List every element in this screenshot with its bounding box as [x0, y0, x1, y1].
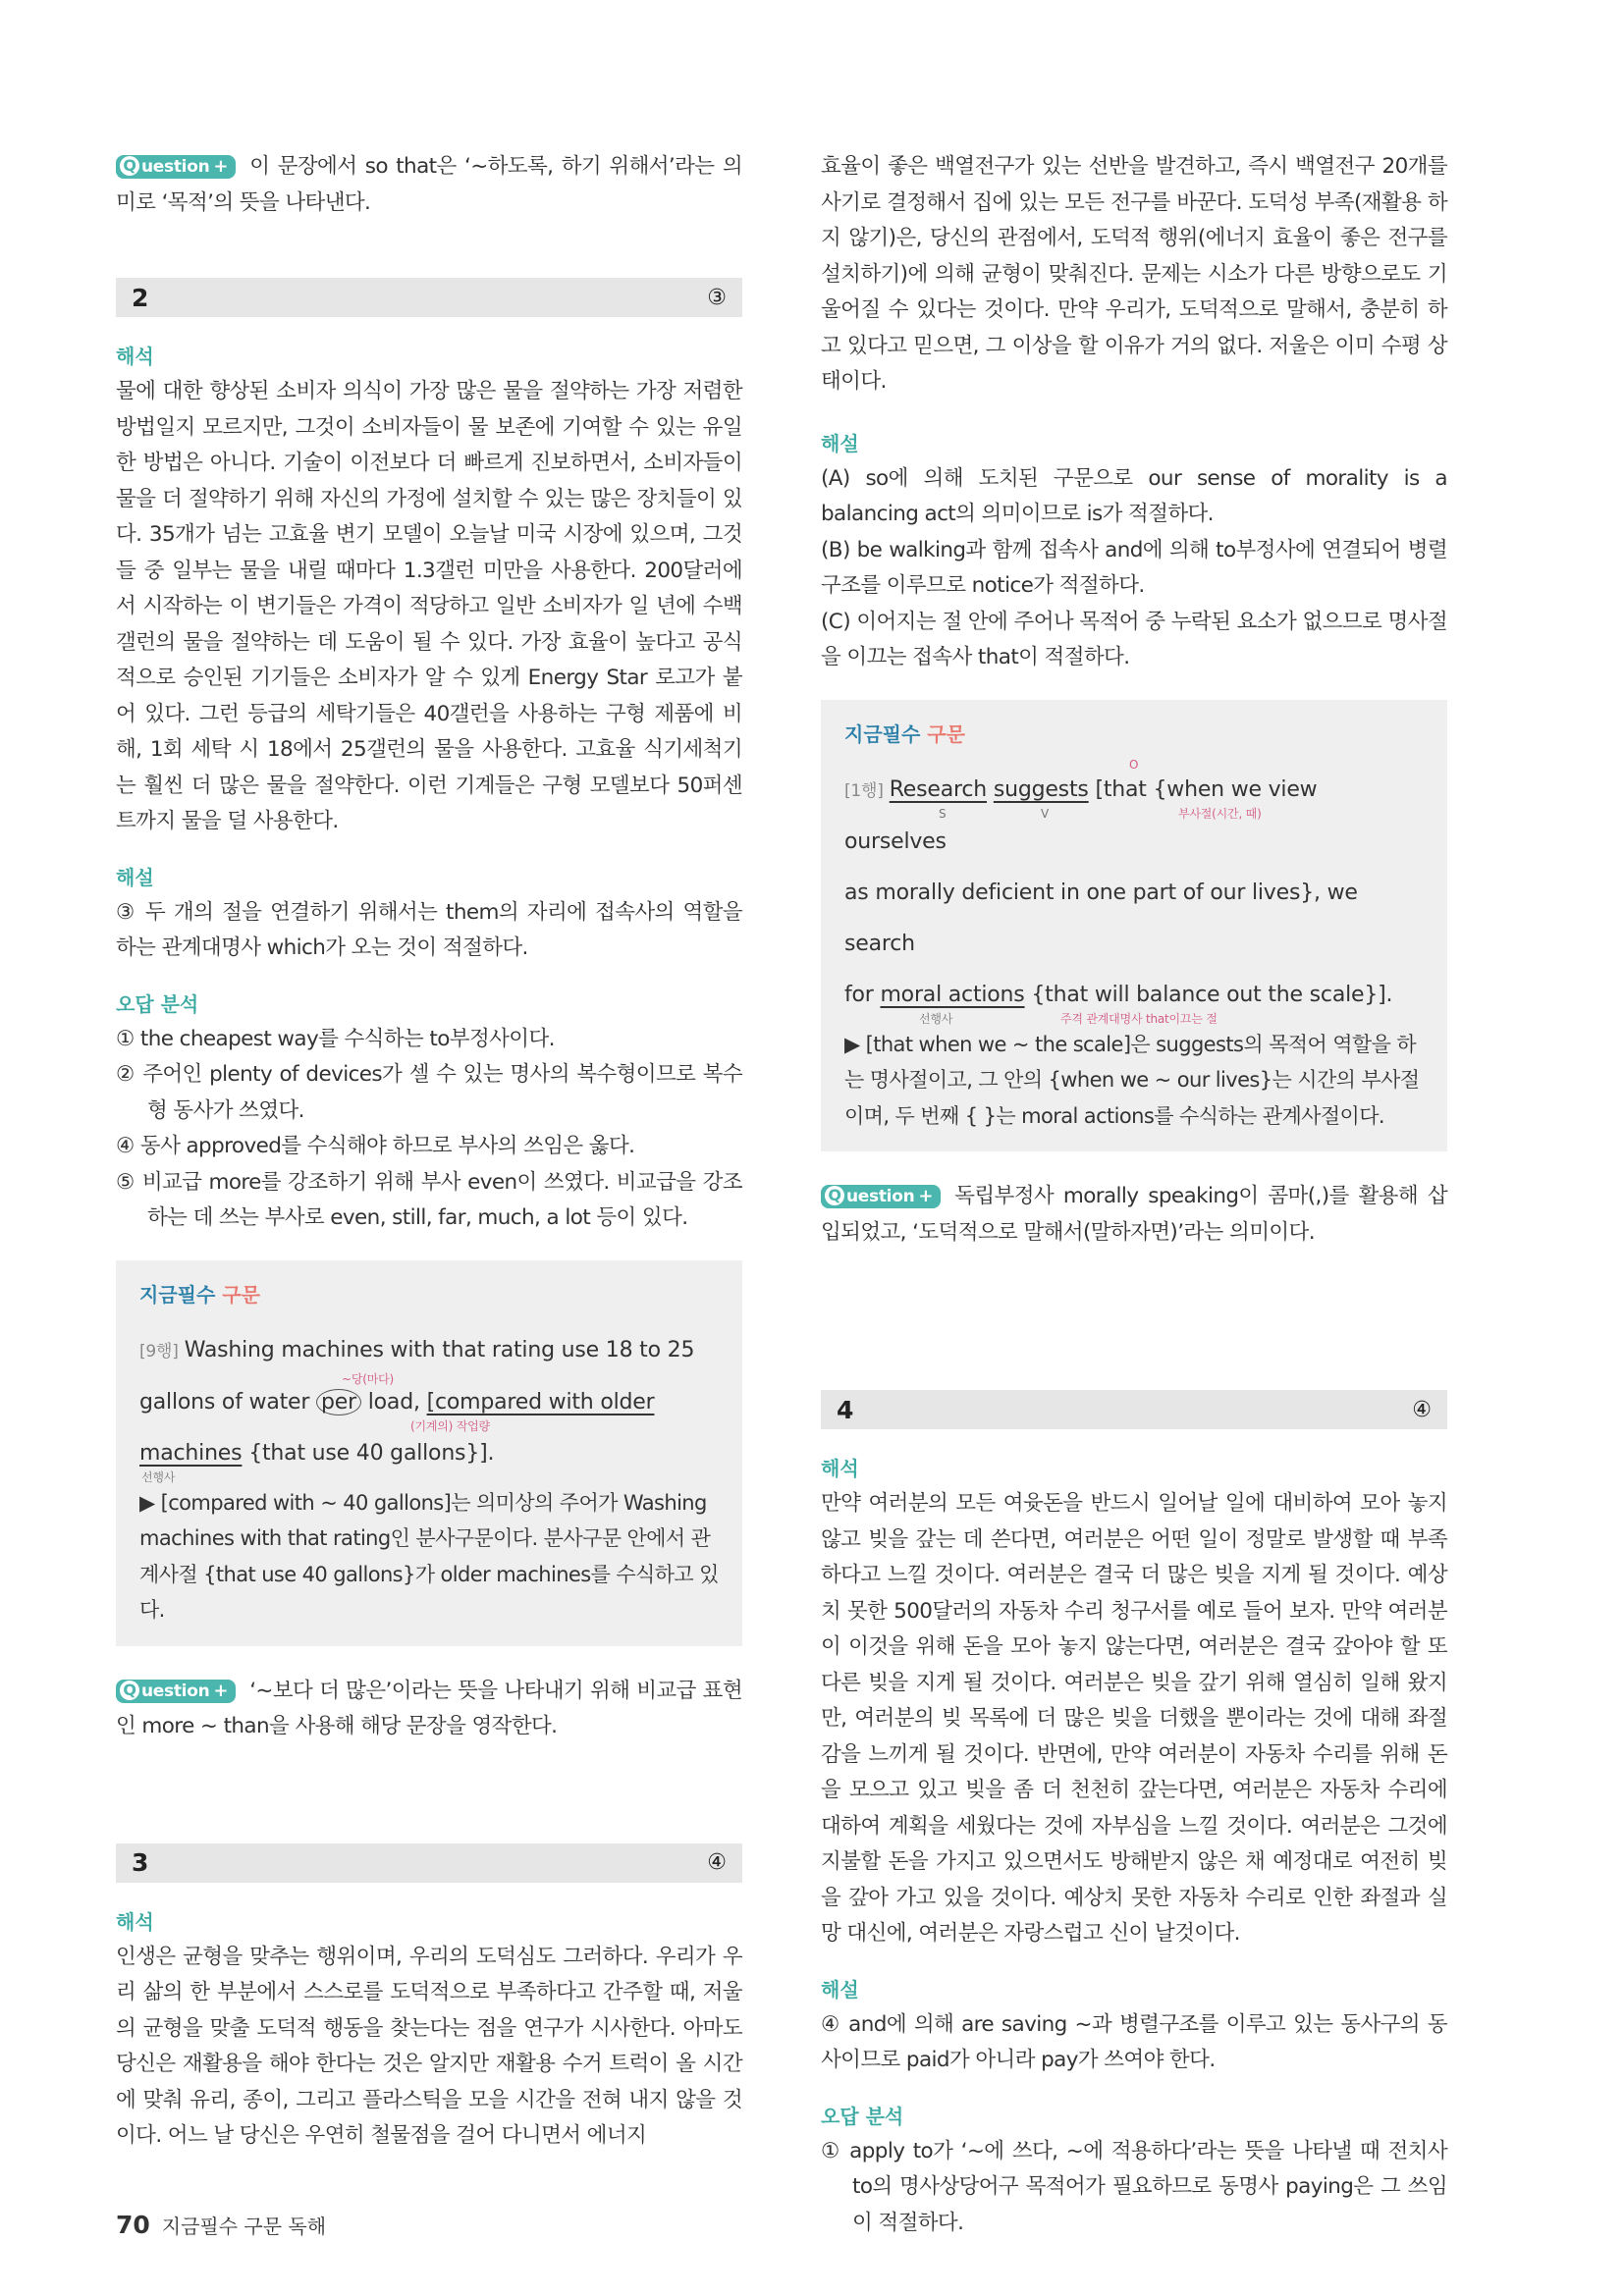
right-column: [821, 149, 1447, 2241]
plus-icon: +: [213, 1680, 229, 1701]
example-sentence-line-1: O S V 부사절(시간, 때) [1행] Research suggests [that {when we view ourselves: [844, 757, 1318, 854]
translation-text: 인생은 균형을 맞추는 행위이며, 우리의 도덕심도 그러하다. 우리가 우리 삶의 한 부분에서 스스로를 도덕적으로 부족하다고 간주할 때, 저울의 균형을 맞출 도덕적 행동을 찾는다는 점을 연구가 시사한다. 아마도 당신은 재활용을 해야 한다는 것은 알지만 재활용 수거 트럭이 올 시간에 맞춰 유리, 종이, 그리고 플라스틱을 모을 시간을 전혀 내지 않을 것이다. 어느 날 당신은 우연히 철물점을 걸어 다니면서 에너지: [116, 1944, 742, 2148]
heading-translation: 해석: [116, 345, 154, 368]
annotation-antecedent: 선행사: [141, 1469, 176, 1484]
plus-icon: +: [213, 156, 229, 177]
heading-translation: 해석: [821, 1457, 859, 1480]
wrong-item-5: ⑤ 비교급 more를 강조하기 위해 부사 even이 쓰였다. 비교급을 강조하는 데 쓰는 부사로 even, still, far, much, a lot 등이 있다.: [116, 1169, 742, 1230]
explanation-c: (C) 이어지는 절 안에 주어나 목적어 중 누락된 요소가 없으므로 명사절을 이끄는 접속사 that이 적절하다.: [821, 609, 1447, 669]
book-title: 지금필수 구문 독해: [161, 2215, 327, 2238]
annotation-per: ~당(마다): [342, 1371, 394, 1386]
question-note-2: Q uestion + ‘~보다 더 많은’이라는 뜻을 나타내기 위해 비교급 표현인 more ~ than을 사용해 해당 문장을 영작한다.: [116, 1678, 742, 1738]
heading-explanation: 해설: [116, 865, 154, 889]
wrong-item-1: ① the cheapest way를 수식하는 to부정사이다.: [116, 1026, 555, 1051]
section-header-3: 3 ④: [116, 1843, 742, 1883]
translation-text: 물에 대한 향상된 소비자 의식이 가장 많은 물을 절약하는 가장 저렴한 방법일지 모르지만, 그것이 소비자들이 물 보존에 기여할 수 있는 유일한 방법은 아니다. 기술이 이전보다 더 빠르게 진보하면서, 소비자들이 물을 더 절약하기 위해 자신의 가정에 설치할 수 있는 많은 장치들이 있다. 35개가 넘는 고효율 변기 모델이 오늘날 미국 시장에 있으며, 그것들 중 일부는 물을 내릴 때마다 1.3갤런 미만을 사용한다. 200달러에서 시작하는 이 변기들은 가격이 적당하고 일반 소비자가 일 년에 수백 갤런의 물을 절약하는 데 도움이 될 수 있다. 가장 효율이 높다고 공식적으로 승인된 기기들은 소비자가 알 수 있게 Energy Star 로고가 붙어 있다. 그런 등급의 세탁기들은 40갤런을 사용하는 구형 제품에 비해, 1회 세탁 시 18에서 25갤런의 물을 사용한다. 고효율 식기세척기는 훨씬 더 많은 물을 절약한다. 이런 기계들은 구형 모델보다 50퍼센트까지 물을 덜 사용한다.: [116, 379, 742, 833]
explanation-b: (B) be walking과 함께 접속사 and에 의해 to부정사에 연결되어 병렬구조를 이루므로 notice가 적절하다.: [821, 537, 1447, 598]
wrong-item-4: ④ 동사 approved를 수식해야 하므로 부사의 쓰임은 옳다.: [116, 1134, 635, 1158]
example-sentence-line-2: as morally deficient in one part of our lives}, we search: [844, 880, 1358, 956]
box-note: ▶ [compared with ~ 40 gallons]는 의미상의 주어가 Washing machines with that rating인 분사구문이다. 분사구문 안에서 관계사절 {that use 40 gallons}가 older machines를 수식하고 있다.: [139, 1490, 719, 1622]
question-badge: Q uestion +: [116, 1680, 236, 1703]
example-sentence-line-2: ~당(마다) (기계의) 작업량 gallons of water per load, [compared with older: [139, 1371, 655, 1433]
annotation-antecedent: 선행사: [919, 1011, 953, 1026]
question-note-1: Q uestion + 이 문장에서 so that은 ‘~하도록, 하기 위해서’라는 의미로 ‘목적’의 뜻을 나타낸다.: [116, 154, 742, 215]
explanation-a: (A) so에 의해 도치된 구문으로 our sense of morality is a balancing act의 의미이므로 is가 적절하다.: [821, 465, 1447, 526]
question-badge: Q uestion +: [821, 1185, 941, 1208]
section-header-2: 2 ③: [116, 278, 742, 317]
heading-wrong-analysis: 오답 분석: [116, 991, 199, 1016]
annotation-relative-clause: 주격 관계대명사 that이끄는 절: [1060, 1011, 1218, 1026]
section-header-4: 4 ④: [821, 1390, 1447, 1429]
page-number: 70: [116, 2211, 150, 2239]
heading-translation: 해석: [116, 1909, 154, 1934]
syntax-box-3: [821, 700, 1447, 1152]
annotation-load: (기계의) 작업량: [410, 1418, 490, 1433]
heading-explanation: 해설: [821, 431, 859, 455]
circled-word: per: [316, 1389, 361, 1415]
heading-wrong-analysis: 오답 분석: [821, 2104, 904, 2128]
question-note-3: Q uestion + 독립부정사 morally speaking이 콤마(,)를 활용해 삽입되었고, ‘도덕적으로 말해서(말하자면)’라는 의미이다.: [821, 1184, 1447, 1245]
annotation-verb: V: [1041, 806, 1050, 821]
wrong-item-2: ② 주어인 plenty of devices가 셀 수 있는 명사의 복수형이므로 복수형 동사가 쓰였다.: [116, 1062, 742, 1123]
wrong-item-1: ① apply to가 ‘~에 쓰다, ~에 적용하다’라는 뜻을 나타낼 때 전치사 to의 명사상당어구 목적어가 필요하므로 동명사 paying은 그 쓰임이 적절하다.: [821, 2138, 1447, 2235]
example-sentence-line-3: 선행사 machines {that use 40 gallons}].: [139, 1440, 495, 1484]
translation-text: 만약 여러분의 모든 여윳돈을 반드시 일어날 일에 대비하여 모아 놓지 않고 빚을 갚는 데 쓴다면, 여러분은 어떤 일이 정말로 발생할 때 부족하다고 느낄 것이다. 여러분은 결국 더 많은 빚을 지게 될 것이다. 예상치 못한 500달러의 자동차 수리 청구서를 예로 들어 보자. 만약 여러분이 이것을 위해 돈을 모아 놓지 않는다면, 여러분은 결국 갚아야 할 또 다른 빚을 지게 될 것이다. 여러분은 빚을 갚기 위해 열심히 일해 왔지만, 여러분의 빚 목록에 더 많은 빚을 더했을 뿐이라는 것에 대해 좌절감을 느끼게 될 것이다. 반면에, 만약 여러분이 자동차 수리를 위해 돈을 모으고 있고 빚을 좀 더 천천히 갚는다면, 여러분은 자동차 수리에 대하여 계획을 세웠다는 것에 자부심을 느낄 것이다. 여러분은 그것에 지불할 돈을 가지고 있으면서도 방해받지 않은 채 예정대로 여전히 빚을 갚아 가고 있을 것이다. 예상치 못한 자동차 수리로 인한 좌절과 실망 대신에, 여러분은 자랑스럽고 신이 날것이다.: [821, 1491, 1447, 1946]
page-footer: [116, 2211, 326, 2239]
example-sentence-line-1: [9행] Washing machines with that rating use 18 to 25: [139, 1337, 695, 1362]
box-title: 지금필수 구문: [844, 721, 965, 746]
left-column: [116, 149, 742, 2155]
syntax-box-2: [116, 1260, 742, 1646]
plus-icon: +: [918, 1186, 934, 1206]
annotation-subject: S: [939, 806, 947, 821]
translation-continued: 효율이 좋은 백열전구가 있는 선반을 발견하고, 즉시 백열전구 20개를 사기로 결정해서 집에 있는 모든 전구를 바꾼다. 도덕성 부족(재활용 하지 않기)은, 당신의 관점에서, 도덕적 행위(에너지 효율이 좋은 전구를 설치하기)에 의해 균형이 맞춰진다. 문제는 시소가 다른 방향으로도 기울어질 수 있다는 것이다. 만약 우리가, 도덕적으로 말해서, 충분히 하고 있다고 믿으면, 그 이상을 할 이유가 거의 없다. 저울은 이미 수평 상태이다.: [821, 154, 1447, 394]
box-title: 지금필수 구문: [139, 1282, 260, 1307]
example-sentence-line-3: 선행사 주격 관계대명사 that이끄는 절 for moral actions {that will balance out the scale}].: [844, 982, 1393, 1026]
box-note: ▶ [that when we ~ the scale]은 suggests의 목적어 역할을 하는 명사절이고, 그 안의 {when we ~ our lives}는 시간의 부사절이며, 두 번째 { }는 moral actions를 수식하는 관계사절이다.: [844, 1032, 1420, 1128]
explanation-text: ④ and에 의해 are saving ~과 병렬구조를 이루고 있는 동사구의 동사이므로 paid가 아니라 pay가 쓰여야 한다.: [821, 2011, 1447, 2072]
heading-explanation: 해설: [821, 1977, 859, 2002]
annotation-object: O: [1129, 757, 1139, 772]
annotation-adverb-clause: 부사절(시간, 때): [1178, 806, 1262, 821]
explanation-text: ③ 두 개의 절을 연결하기 위해서는 them의 자리에 접속사의 역할을 하는 관계대명사 which가 오는 것이 적절하다.: [116, 899, 742, 960]
question-badge: Q uestion +: [116, 155, 236, 179]
